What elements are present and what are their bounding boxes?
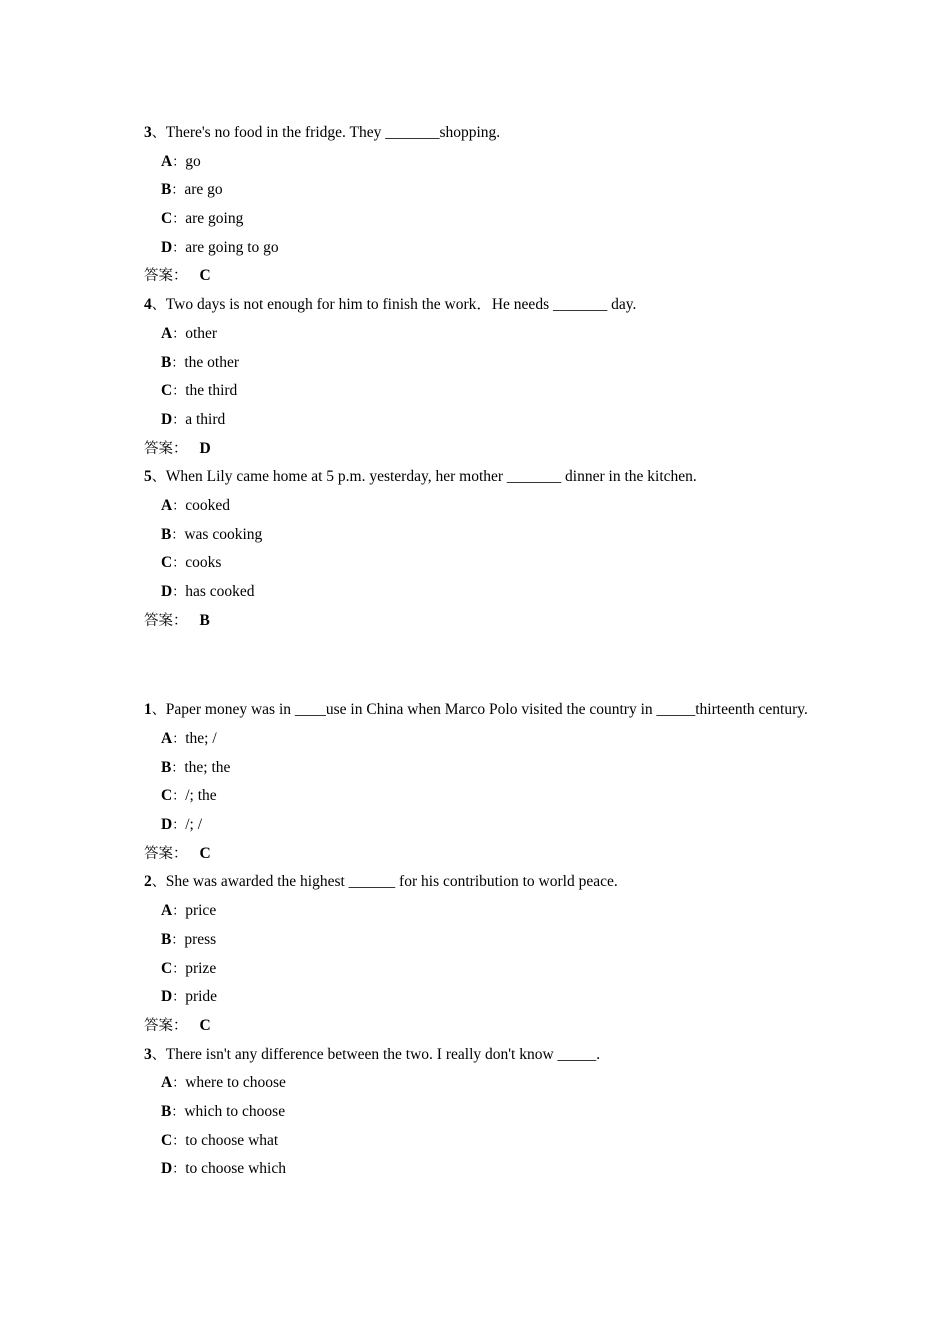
answer-value: C — [199, 1016, 211, 1034]
option-text: which to choose — [184, 1102, 286, 1120]
question-text: Paper money was in ____use in China when Marco Polo visited the country in _____thirteenth century. — [165, 701, 808, 718]
option-letter: B — [161, 525, 172, 543]
option-text: the; the — [184, 758, 231, 776]
question-separator: 、 — [151, 1046, 166, 1063]
answer-line — [144, 607, 824, 636]
option-colon: ： — [172, 412, 186, 428]
question-text: When Lily came home at 5 p.m. yesterday, her mother _______ dinner in the kitchen. — [165, 468, 697, 486]
option-letter: D — [161, 238, 173, 256]
option-colon: ： — [172, 585, 186, 600]
answer-line — [144, 1012, 824, 1041]
option-text: the other — [184, 353, 240, 371]
option-a — [144, 320, 824, 349]
answer-label: 答案： — [144, 845, 188, 862]
question-stem — [144, 463, 824, 492]
option-letter: B — [161, 353, 172, 371]
option-text: to choose which — [185, 1160, 286, 1178]
option-colon: ： — [172, 154, 186, 170]
question-section-2 — [144, 695, 824, 1184]
option-colon: ： — [172, 1076, 186, 1092]
option-d — [144, 406, 824, 435]
option-letter: A — [161, 496, 173, 514]
option-letter: C — [161, 554, 173, 572]
option-letter: D — [161, 583, 173, 600]
option-a — [144, 1069, 824, 1098]
option-c — [144, 205, 824, 234]
question-stem — [144, 868, 824, 897]
option-d — [144, 983, 824, 1012]
option-d — [144, 811, 824, 840]
option-c — [144, 377, 824, 406]
option-letter: D — [161, 1160, 173, 1178]
question-stem — [144, 119, 824, 148]
question-text: She was awarded the highest ______ for his contribution to world peace. — [165, 873, 618, 891]
option-text: /; / — [185, 816, 203, 834]
option-colon: ： — [171, 183, 185, 199]
option-b — [144, 1098, 824, 1127]
answer-label: 答案： — [144, 268, 188, 285]
option-a — [144, 725, 824, 754]
option-b — [144, 754, 824, 783]
question-separator: 、 — [151, 469, 166, 486]
option-letter: A — [161, 324, 173, 342]
option-colon: ： — [172, 818, 186, 834]
question-number: 4 — [144, 296, 152, 314]
option-text: has cooked — [185, 583, 255, 600]
option-colon: ： — [172, 556, 186, 572]
option-letter: D — [161, 988, 173, 1006]
option-colon: ： — [171, 1104, 185, 1120]
option-letter: B — [161, 1102, 172, 1120]
question-number: 3 — [144, 1045, 152, 1063]
option-letter: A — [161, 152, 173, 170]
question-text: There's no food in the fridge. They _______shopping. — [165, 124, 501, 141]
answer-line — [144, 262, 824, 291]
question-stem — [144, 695, 814, 725]
question-text: Two days is not enough for him to finish the work．He needs _______ day. — [165, 296, 637, 314]
option-colon: ： — [172, 498, 186, 514]
question-text: There isn't any difference between the two. I really don't know _____. — [165, 1045, 601, 1063]
option-colon: ： — [172, 1162, 186, 1178]
option-text: are going — [185, 210, 244, 228]
option-letter: C — [161, 1131, 173, 1149]
option-text: cooked — [185, 496, 230, 514]
option-letter: A — [161, 730, 173, 747]
option-colon: ： — [172, 961, 186, 977]
answer-line — [144, 435, 824, 464]
question-section-1 — [144, 119, 824, 635]
option-c — [144, 1127, 824, 1156]
option-text: are go — [184, 181, 223, 199]
question-separator: 、 — [151, 874, 166, 891]
option-b — [144, 176, 824, 205]
option-text: the; / — [185, 730, 217, 747]
option-colon: ： — [172, 990, 186, 1006]
option-text: other — [185, 324, 218, 342]
question-number: 5 — [144, 468, 152, 486]
option-a — [144, 492, 824, 521]
option-text: the third — [185, 382, 238, 400]
option-letter: A — [161, 1074, 173, 1092]
question-separator: 、 — [151, 297, 166, 314]
answer-value: B — [199, 611, 210, 629]
option-text: a third — [185, 410, 226, 428]
option-d — [144, 578, 824, 607]
option-text: cooks — [185, 554, 222, 572]
option-letter: A — [161, 902, 173, 920]
answer-label: 答案： — [144, 440, 188, 457]
option-d — [144, 1155, 824, 1184]
option-text: where to choose — [185, 1074, 286, 1092]
answer-label: 答案： — [144, 1017, 188, 1034]
question-number: 3 — [144, 124, 152, 141]
option-d — [144, 234, 824, 263]
option-a — [144, 897, 824, 926]
option-colon: ： — [172, 326, 186, 342]
question-number: 1 — [144, 701, 152, 718]
option-colon: ： — [172, 240, 186, 256]
option-a — [144, 148, 824, 177]
option-letter: C — [161, 787, 173, 805]
option-letter: B — [161, 930, 172, 948]
option-colon: ： — [172, 384, 186, 400]
option-colon: ： — [171, 760, 185, 776]
option-colon: ： — [172, 212, 186, 228]
option-text: /; the — [185, 787, 217, 805]
question-separator: 、 — [151, 125, 166, 141]
option-letter: C — [161, 959, 173, 977]
option-colon: ： — [171, 355, 185, 371]
option-c — [144, 549, 824, 578]
answer-value: C — [199, 844, 211, 862]
option-text: pride — [185, 988, 218, 1006]
question-stem — [144, 291, 824, 320]
answer-value: D — [199, 439, 211, 457]
question-number: 2 — [144, 873, 152, 891]
option-colon: ： — [172, 904, 186, 920]
option-colon: ： — [172, 789, 186, 805]
option-letter: B — [161, 758, 172, 776]
option-text: are going to go — [185, 238, 279, 256]
answer-line — [144, 840, 824, 869]
option-text: prize — [185, 959, 217, 977]
option-letter: B — [161, 181, 172, 199]
answer-label: 答案： — [144, 612, 188, 629]
question-separator: 、 — [151, 702, 166, 718]
option-text: go — [185, 152, 201, 170]
option-c — [144, 782, 824, 811]
option-b — [144, 521, 824, 550]
option-text: press — [184, 930, 217, 948]
option-b — [144, 349, 824, 378]
option-text: was cooking — [184, 525, 263, 543]
option-letter: C — [161, 210, 173, 228]
question-stem — [144, 1041, 824, 1070]
option-letter: D — [161, 410, 173, 428]
option-colon: ： — [171, 932, 185, 948]
option-colon: ： — [172, 732, 186, 747]
option-colon: ： — [172, 1133, 186, 1149]
option-text: price — [185, 902, 217, 920]
option-letter: D — [161, 816, 173, 834]
answer-value: C — [199, 267, 211, 285]
option-letter: C — [161, 382, 173, 400]
option-colon: ： — [171, 527, 185, 543]
option-text: to choose what — [185, 1131, 279, 1149]
option-c — [144, 955, 824, 984]
option-b — [144, 926, 824, 955]
